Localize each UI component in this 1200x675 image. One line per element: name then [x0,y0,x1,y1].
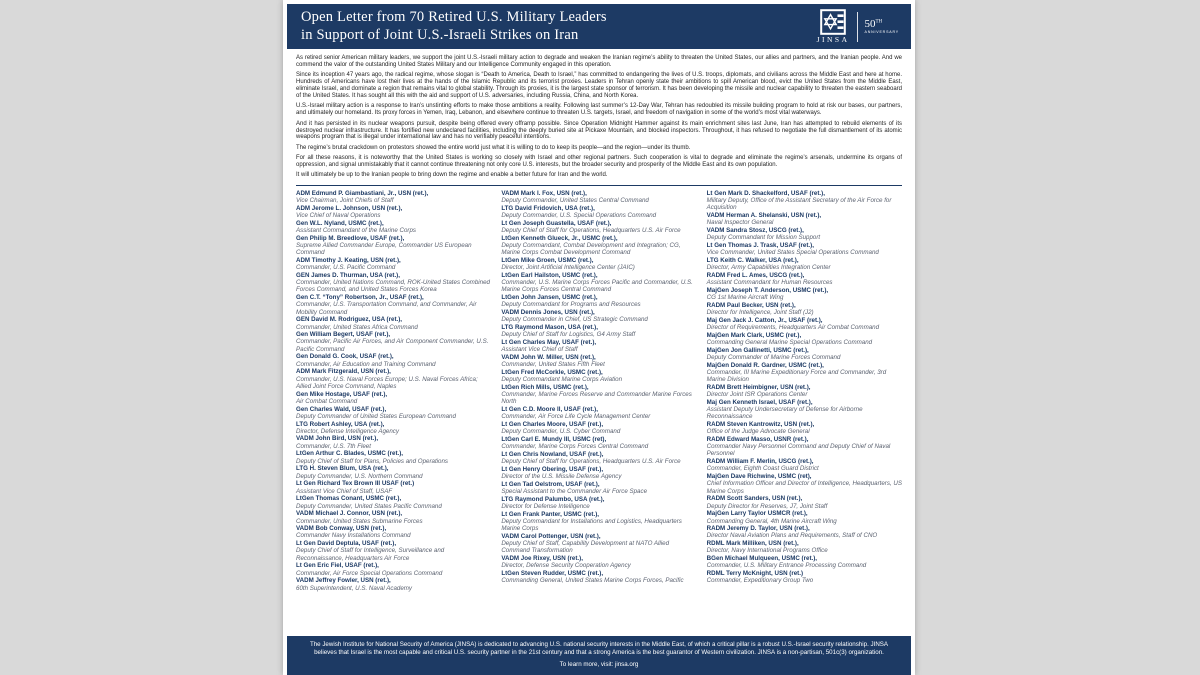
footer-learn-more: To learn more, visit: jinsa.org [559,660,639,668]
signatory-entry [296,220,491,234]
signatory-title: Director, Defense Intelligence Agency [296,427,399,435]
signatory-title: Deputy Commandant for Installations and Logistics, Headquarters Marine Corps [501,518,682,533]
signatory-entry [707,495,902,509]
signatory-name: RADM Steven Kantrowitz, USN (ret.), [706,421,815,429]
signatory-title: Director Naval Aviation Plans and Requirements, Staff of CNO [706,532,878,540]
signatory-title: Commander, Expeditionary Group Two [706,577,814,585]
signatory-title: Deputy Chief of Staff, Capability Development at NATO Allied Command Transformation [501,540,670,555]
signatory-title: Special Assistant to the Commander Air Force Space [501,488,648,496]
signatory-title: Military Deputy, Office of the Assistant Secretary of the Air Force for Acquisition [706,197,892,212]
signatory-title: Air Combat Command [296,397,358,405]
signatory-entry [707,421,902,435]
signatory-entry [707,510,902,524]
signatory-title: Deputy Chief of Staff for Operations, Headquarters U.S. Air Force [501,458,681,466]
signatory-name: ADM Jerome L. Johnson, USN (ret.), [296,204,403,212]
signatory-title: Commander, United Nations Command, ROK-United States Combined Forces Command, and United States Forces Korea [296,279,490,294]
anniversary-number: 50TH [864,17,883,30]
letter-body [283,49,915,184]
signatory-name: LtGen Mike Groen, USMC (ret.), [501,257,594,265]
title-line-1: Open Letter from 70 Retired U.S. Military Leaders [301,9,607,25]
signatory-title: Deputy Chief of Staff for Intelligence, Surveillance and Reconnaissance, Headquarters Air Force [296,547,445,562]
signatory-title: Commander, U.S. Military Entrance Processing Command [706,562,867,570]
signatory-name: MajGen Jon Gallinetti, USMC (ret.), [706,346,809,354]
signatory-name: LtGen Rich Mills, USMC (ret.), [501,383,589,391]
signatory-entry [501,354,696,368]
signatory-entry [707,332,902,346]
signatory-entry [707,384,902,398]
signatory-name: LTG Raymond Mason, USA (ret.), [501,324,598,332]
signatory-entry [707,525,902,539]
letter-paragraph: The regime’s brutal crackdown on protestors showed the entire world just what it is willing to do to keep its people—and the region—under its thumb. [296,144,691,151]
signatory-title: Director, Navy International Programs Office [706,547,828,555]
signatory-name: VADM John Bird, USN (ret.), [296,435,379,443]
letter-paragraph: It will ultimately be up to the Iranian people to bring down the regime and enable a better future for Iran and the world. [296,171,608,178]
signatory-entry [501,496,696,510]
signatory-entry [707,317,902,331]
signatory-name: Lt Gen C.D. Moore II, USAF (ret.), [501,406,598,414]
signatory-title: Commander Navy Personnel Command and Deputy Chief of Naval Personnel [706,443,891,458]
signatory-entry [501,190,696,204]
signatory-entry [707,190,902,212]
signatory-name: VADM Herman A. Shelanski, USN (ret.), [706,212,822,220]
signatory-entry [296,465,491,479]
signatory-entry [501,220,696,234]
signatory-name: MajGen Dave Richwine, USMC (ret), [706,473,812,481]
signatory-title: Deputy Chief of Staff for Operations, Headquarters U.S. Air Force [501,227,681,235]
signatory-entry [296,316,491,330]
signatory-title: Assistant Deputy Undersecretary of Defense for Airborne Reconnaissance [706,406,863,421]
anniversary-badge [865,19,900,35]
signatory-entry [296,510,491,524]
signatory-name: Gen Philip M. Breedlove, USAF (ret.), [296,234,405,242]
signatory-entry [296,257,491,271]
signatory-entry [501,369,696,383]
signatory-name: RADM William F. Merlin, USCG (ret.), [706,458,814,466]
letter-paragraph: And it has persisted in its nuclear weapons pursuit, despite being offered every offramp possible. Since Operation Midnight Hammer against its main enrichment sites last June, Iran has attempted to rebuild elements of its destroyed nuclear infrastructure. It has fortified new undeclared facilities, including the deeply buried site at Pickaxe Mountain, and blocked inspectors. Throughout, it has refused to negotiate the full dismantlement of its atomic weapons program that is illegal under international law and has no verifiably peaceful intentions. [296,120,902,141]
signatory-entry [296,421,491,435]
signatory-entry [501,481,696,495]
signatory-name: RADM Jeremy D. Taylor, USN (ret.), [706,525,810,533]
signatory-name: Lt Gen Tad Oelstrom, USAF (ret.), [501,480,600,488]
signatory-title: Commander Navy Installations Command [296,532,411,540]
signatory-title: Commander, U.S. Transportation Command, and Commander, Air Mobility Command [296,301,477,316]
signatory-name: Lt Gen Richard Tex Brown III USAF (ret.) [296,480,415,488]
signatory-title: Director, Joint Artificial Intelligence Center (JAIC) [501,264,635,272]
signatory-title: Director of Requirements, Headquarters Air Combat Command [706,324,880,332]
signatory-name: LTG Robert Ashley, USA (ret.), [296,420,385,428]
signatory-title: 60th Superintendent, U.S. Naval Academy [296,584,413,592]
signatory-entry [296,235,491,257]
jinsa-brand [817,9,899,44]
title-line-2: in Support of Joint U.S.-Israeli Strikes on Iran [301,26,579,43]
signatory-entry [296,435,491,449]
signatory-title: Deputy Commander, United States Central Command [501,197,649,205]
signatory-name: RDML Terry McKnight, USN (ret.) [706,570,804,578]
letter-paragraph: Since its inception 47 years ago, the radical regime, whose slogan is “Death to America, Death to Israel,” has committed to endangering the lives of U.S. troops, diplomats, and civilians across the Middle East and here at home. Hundreds of Americans have lost their lives at the hands of the Islamic Republic and its terrorist proxies. Leaders in Tehran openly state their ambitions to spill American blood, evict the United States from the Middle East, eliminate Israel, and dominate a region that remains vital to global stability. Through its proxies, it is the largest state sponsor of terrorism. It has been developing the missile and nuclear capability to threaten the eastern seaboard of the United States. It has sought all this with the aid and support of U.S. adversaries, including Russia, China, and North Korea. [296,72,902,100]
signatories-column-1 [296,190,491,632]
signatory-name: RADM Fred L. Ames, USCG (ret.), [706,272,805,280]
signatories-section [283,189,915,636]
signatory-title: Deputy Commandant for Programs and Resources [501,301,641,309]
signatory-title: Deputy Commander of United States European Command [296,412,456,420]
signatory-name: LTG Raymond Palumbo, USA (ret.), [501,495,605,503]
open-letter-document [283,0,915,675]
signatory-name: VADM Bob Conway, USN (ret.), [296,525,387,533]
jinsa-star-stripes-icon [820,9,846,35]
signatory-name: VADM Jeffrey Fowler, USN (ret.), [296,577,391,585]
signatory-entry [296,480,491,494]
signatory-name: LTG Keith C. Walker, USA (ret.), [706,257,799,265]
signatory-name: VADM John W. Miller, USN (ret.), [501,354,596,362]
signatory-name: RADM Scott Sanders, USN (ret.), [706,495,803,503]
signatory-title: Director for Defense Intelligence [501,503,590,511]
signatory-entry [501,555,696,569]
signatory-name: ADM Edmund P. Giambastiani, Jr., USN (ret.), [296,189,429,197]
letter-paragraph: As retired senior American military leaders, we support the joint U.S.-Israeli military action to degrade and weaken the Iranian regime’s ability to threaten the United States, our allies and partners, and the Iranian people. And we commend the valor of the outstanding United States Military and our Intelligence Community engaged in this operation. [296,55,902,69]
signatory-entry [707,436,902,458]
signatory-entry [501,436,696,450]
signatory-name: LtGen Kenneth Glueck, Jr., USMC (ret.), [501,234,618,242]
signatories-column-2 [501,190,696,632]
signatory-name: RDML Mark Milliken, USN (ret.), [706,540,799,548]
signatory-name: LtGen Earl Hailston, USMC (ret.), [501,272,598,280]
signatory-name: Gen William Begert, USAF (ret.), [296,331,391,339]
signatory-entry [296,272,491,294]
signatory-entry [707,287,902,301]
signatory-name: Lt Gen Eric Fiel, USAF (ret.), [296,562,379,570]
signatory-name: GEN David M. Rodriguez, USA (ret.), [296,316,402,324]
signatory-entry [296,190,491,204]
signatory-title: Director, Defense Security Cooperation Agency [501,562,631,570]
signatory-name: Lt Gen Thomas J. Trask, USAF (ret.), [706,242,814,250]
signatory-entry [296,391,491,405]
signatory-entry [501,339,696,353]
signatory-entry [707,272,902,286]
signatory-entry [296,294,491,316]
signatory-title: Commander, Air Education and Training Command [296,360,436,368]
signatory-name: MajGen Joseph T. Anderson, USMC (ret.), [706,286,829,294]
signatory-entry [296,540,491,562]
signatory-entry [501,406,696,420]
signatory-name: RADM Edward Masso, USNR (ret.), [706,436,809,444]
signatory-entry [296,495,491,509]
signatory-name: MajGen Larry Taylor USMCR (ret.), [706,510,808,518]
signatory-name: VADM Joe Rixey, USN (ret.), [501,555,583,563]
document-footer [287,636,911,675]
signatory-entry [296,577,491,591]
signatory-title: Director Joint ISR Operations Center [706,391,808,399]
jinsa-logo [817,9,850,44]
signatory-name: LtGen Fred McCorkle, USMC (ret.), [501,369,603,377]
signatory-name: VADM Carol Pottenger, USN (ret.), [501,533,601,541]
signatory-entry [501,235,696,257]
signatory-title: Deputy Commandant, Combat Development and Integration; CG, Marine Corps Combat Development Command [501,242,681,257]
signatory-name: VADM Sandra Stosz, USCG (ret.), [706,227,804,235]
signatory-entry [707,458,902,472]
signatory-title: Commander, Marine Forces Reserve and Commander Marine Forces North [501,391,692,406]
signatory-name: ADM Mark Fitzgerald, USN (ret.), [296,368,391,376]
letter-paragraph: U.S.-Israel military action is a response to Iran’s unstinting efforts to make those ambitions a reality. Following last summer’s 12-Day War, Tehran has redoubled its missile building program to hold at risk our bases, our partners, and ultimately our homeland. Its proxy forces in Yemen, Iraq, Lebanon, and elsewhere continue to threaten U.S. targets, Israel, and freedom of navigation in some of the world’s most vital waterways. [296,103,902,117]
letter-paragraph: For all these reasons, it is noteworthy that the United States is working so closely with Israel and other regional partners. Such cooperation is vital to degrade and eliminate the regime’s arsenals, undermine its organs of oppression, and signal unmistakably that it cannot continue threatening not only core U.S. interests, but the broader security and prosperity of the Middle East and its own population. [296,154,902,168]
signatory-entry [501,309,696,323]
signatory-name: LtGen Arthur C. Blades, USMC (ret.), [296,450,404,458]
signatory-name: LtGen Steven Rudder, USMC (ret.), [501,570,604,578]
signatory-entry [501,451,696,465]
signatory-entry [501,257,696,271]
signatory-title: Commander, United States Africa Command [296,323,418,331]
signatory-title: Commander, Eighth Coast Guard District [706,465,819,473]
signatory-entry [296,450,491,464]
signatory-title: Director for Intelligence, Joint Staff (J2) [706,309,814,317]
signatory-title: Deputy Commander, U.S. Cyber Command [501,428,621,436]
signatory-name: Lt Gen Mark D. Shackelford, USAF (ret.), [706,189,825,197]
signatory-title: CG 1st Marine Aircraft Wing [706,294,784,302]
signatory-title: Commander, III Marine Expeditionary Force and Commander, 3rd Marine Division [706,369,887,384]
brand-divider [857,12,858,42]
signatory-entry [501,533,696,555]
signatory-name: GEN James D. Thurman, USA (ret.), [296,272,400,280]
signatory-entry [707,473,902,495]
signatory-title: Supreme Allied Commander Europe, Commander US European Command [296,242,472,257]
signatory-entry [707,570,902,584]
signatory-entry [707,347,902,361]
jinsa-logo-word: JINSA [816,35,850,45]
signatory-title: Chief Information Officer and Director of Intelligence, Headquarters, US Marine Corps [706,480,902,495]
signatory-entry [501,511,696,533]
signatory-entry [707,242,902,256]
signatory-name: Lt Gen David Deptula, USAF (ret.), [296,540,397,548]
signatory-entry [501,570,696,584]
signatory-entry [501,324,696,338]
signatory-name: VADM Dennis Jones, USN (ret.), [501,309,595,317]
signatory-title: Assistant Vice Chief of Staff [501,346,578,354]
signatory-name: RADM Paul Becker, USN (ret.), [706,301,796,309]
signatory-entry [296,205,491,219]
signatory-title: Deputy Commander, United States Pacific Command [296,502,442,510]
signatory-title: Commander, Air Force Life Cycle Management Center [501,413,651,421]
signatory-entry [707,555,902,569]
footer-about-text: The Jewish Institute for National Security of America (JINSA) is dedicated to advancing U.S. national security interests in the Middle East, of which a critical pillar is a robust U.S.-Israel security relationship. JINSA believes that Israel is the most capable and critical U.S. security partner in the 21st century and that a strong America is the best guarantor of Western civilization. JINSA is a non-partisan, 501c(3) organization. [309,640,889,656]
signatory-title: Deputy Commandant for Mission Support [706,234,821,242]
signatory-title: Director of the U.S. Missile Defense Agency [501,473,622,481]
signatory-name: LtGen John Jansen, USMC (ret.), [501,294,598,302]
signatory-title: Commander, Air Force Special Operations Command [296,569,443,577]
signatories-column-3 [707,190,902,632]
signatory-name: LTG H. Steven Blum, USA (ret.), [296,465,389,473]
signatory-entry [296,525,491,539]
signatory-entry [707,257,902,271]
signatory-title: Commanding General, United States Marine Corps Forces, Pacific [501,577,684,585]
signatory-name: Maj Gen Kenneth Israel, USAF (ret.), [706,398,813,406]
signatory-title: Deputy Director for Reserves, J7, Joint Staff [706,502,828,510]
signatory-entry [296,406,491,420]
signatory-entry [296,368,491,390]
signatory-title: Deputy Commander of Marine Forces Command [706,354,841,362]
signatory-entry [707,227,902,241]
signatory-title: Commander, U.S. Naval Forces Europe; U.S. Naval Forces Africa; Allied Joint Force Command, Naples [296,375,478,390]
signatory-name: LtGen Thomas Conant, USMC (ret.), [296,495,402,503]
signatory-title: Deputy Commander, U.S. Northern Command [296,472,423,480]
signatory-entry [501,272,696,294]
signatory-entry [501,205,696,219]
signatory-title: Assistant Commandant for Human Resources [706,279,833,287]
signatory-title: Vice Commander, United States Special Operations Command [706,249,879,257]
signatory-name: Lt Gen Chris Nowland, USAF (ret.), [501,451,604,459]
anniversary-word: ANNIVERSARY [864,30,899,35]
signatory-entry [707,540,902,554]
signatory-title: Office of the Judge Advocate General [706,428,810,436]
signatory-title: Commander, Marine Corps Forces Central Command [501,443,649,451]
signatory-name: Lt Gen Henry Obering, USAF (ret.), [501,466,604,474]
section-divider [296,185,902,186]
signatory-title: Assistant Commandant of the Marine Corps [296,227,417,235]
signatory-name: Lt Gen Charles May, USAF (ret.), [501,339,597,347]
signatory-entry [501,421,696,435]
signatory-entry [296,331,491,353]
signatory-title: Commanding General Marine Special Operations Command [706,339,873,347]
signatory-title: Deputy Commandant Marine Corps Aviation [501,376,623,384]
signatory-title: Deputy Chief of Staff for Logistics, G4 Army Staff [501,331,636,339]
signatory-entry [501,384,696,406]
signatory-entry [707,362,902,384]
signatory-title: Vice Chief of Naval Operations [296,212,381,220]
signatory-title: Deputy Chief of Staff for Plans, Policies and Operations [296,457,449,465]
signatory-entry [501,466,696,480]
signatory-name: ADM Timothy J. Keating, USN (ret.), [296,257,401,265]
signatory-name: Gen Charles Wald, USAF (ret.), [296,405,387,413]
signatory-name: Maj Gen Jack J. Catton, Jr., USAF (ret.), [706,316,823,324]
signatory-title: Naval Inspector General [706,219,774,227]
signatory-title: Director, Army Capabilities Integration Center [706,264,831,272]
signatory-name: BGen Michael Mulqueen, USMC (ret.), [706,555,818,563]
signatory-entry [501,294,696,308]
signatory-title: Commander, U.S. Marine Corps Forces Pacific and Commander, U.S. Marine Corps Forces Central Command [501,279,693,294]
signatory-entry [296,353,491,367]
signatory-entry [707,302,902,316]
signatory-title: Commander, United States Fifth Fleet [501,361,605,369]
signatory-name: LTG David Fridovich, USA (ret.), [501,204,595,212]
signatory-name: RADM Brett Heimbigner, USN (ret.), [706,383,811,391]
signatory-name: VADM Mark I. Fox, USN (ret.), [501,189,587,197]
signatory-title: Commander, United States Submarine Forces [296,517,423,525]
signatory-title: Commander, U.S. Pacific Command [296,264,396,272]
signatory-name: Lt Gen Frank Panter, USMC (ret.), [501,510,599,518]
page-title [301,9,607,44]
signatory-name: Gen Donald G. Cook, USAF (ret.), [296,353,394,361]
signatory-name: Gen C.T. “Tony” Robertson, Jr., USAF (ret.), [296,294,424,302]
signatory-name: Lt Gen Charles Moore, USAF (ret.), [501,421,604,429]
document-header [287,4,911,49]
signatory-name: LtGen Carl E. Mundy III, USMC (ret), [501,436,607,444]
signatory-name: MajGen Mark Clark, USMC (ret.), [706,331,802,339]
signatory-name: Lt Gen Joseph Guastella, USAF (ret.), [501,219,612,227]
signatory-title: Commanding General, 4th Marine Aircraft Wing [706,517,837,525]
signatory-name: MajGen Donald R. Gardner, USMC (ret.), [706,361,824,369]
signatory-name: Gen W.L. Nyland, USMC (ret.), [296,219,384,227]
signatory-title: Commander, U.S. 7th Fleet [296,442,371,450]
signatory-entry [707,399,902,421]
signatory-entry [707,212,902,226]
signatory-title: Commander, Pacific Air Forces, and Air Component Commander, U.S. Pacific Command [296,338,489,353]
signatory-title: Assistant Vice Chief of Staff, USAF [296,487,393,495]
signatory-title: Deputy Commander, U.S. Special Operations Command [501,212,657,220]
signatory-name: VADM Michael J. Connor, USN (ret.), [296,510,403,518]
signatory-title: Deputy Commander in Chief, US Strategic Command [501,316,648,324]
signatory-title: Vice Chairman, Joint Chiefs of Staff [296,197,394,205]
signatory-name: Gen Mike Hostage, USAF (ret.), [296,390,388,398]
signatory-entry [296,562,491,576]
